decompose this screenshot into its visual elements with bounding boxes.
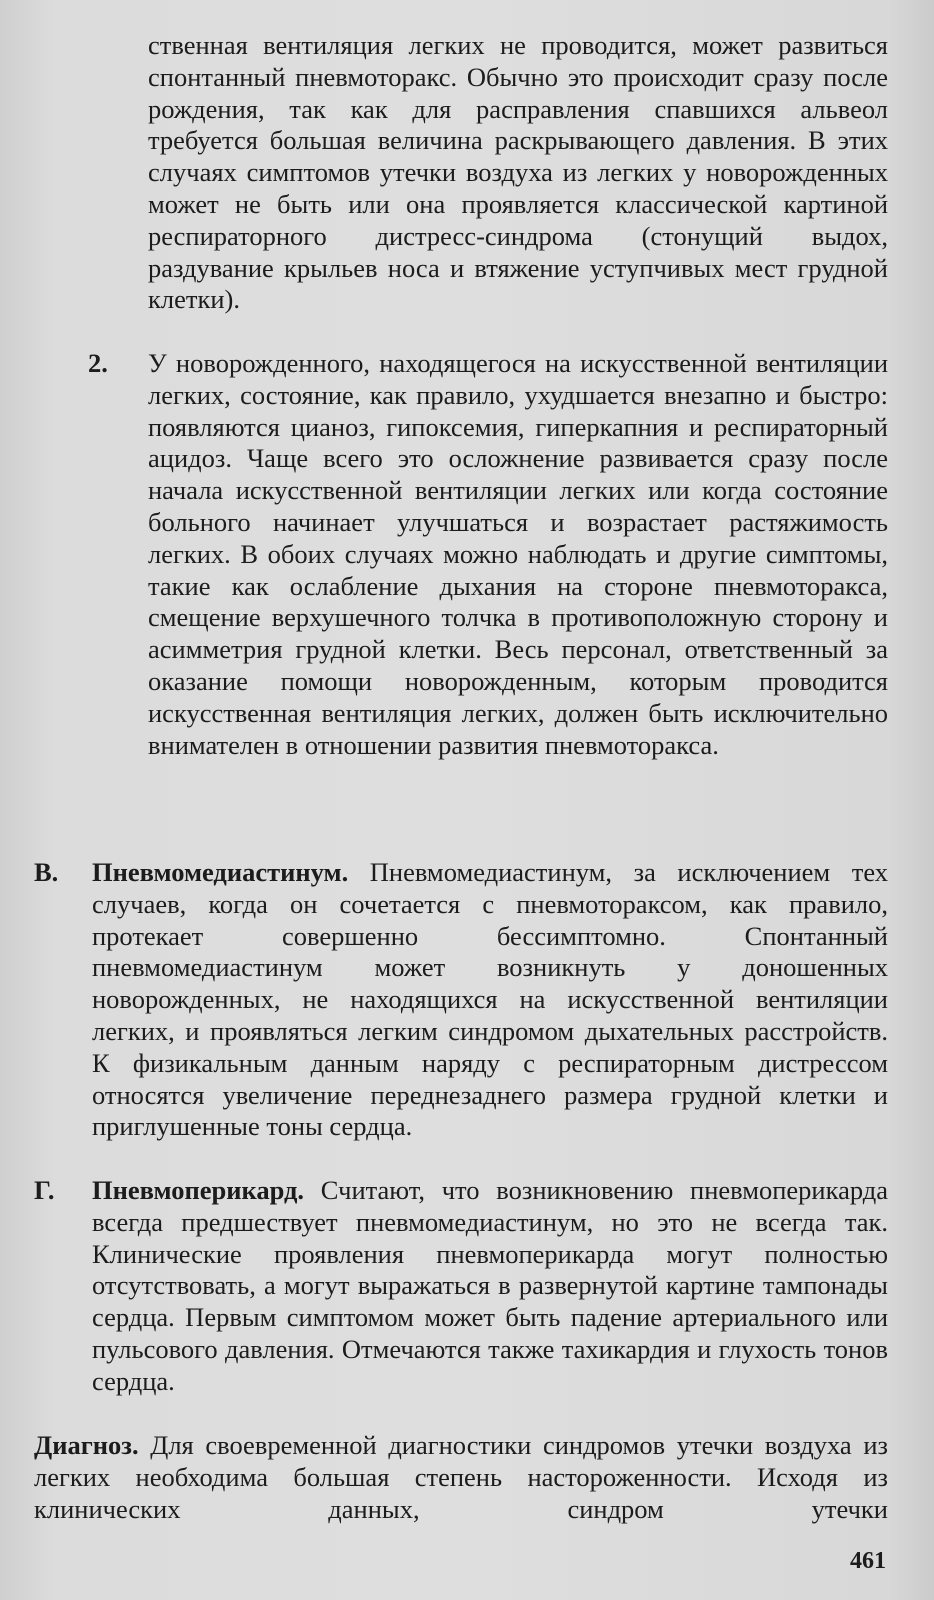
section-g-paragraph: [92, 1175, 888, 1398]
list-item-number-2: 2.: [88, 348, 108, 378]
list-item-2-text: У новорожденного, находящегося на искусственной вентиляции легких, состояние, как правило, ухудшается внезапно и быстро: появляются цианоз, гипоксемия, гиперкапния и респираторный ацидоз. Чаще всего это осложнение развивается сразу после начала искусственной вентиляции легких или когда состояние больного начинает улучшаться и возрастает растяжимость легких. В обоих случаях можно наблюдать и другие симптомы, такие как ослабление дыхания на стороне пневмоторакса, смещение верхушечного толчка в противоположную сторону и асимметрия грудной клетки. Весь персонал, ответственный за оказание помощи новорожденным, которым проводится искусственная вентиляция легких, должен быть исключительно внимателен в отношении развития пневмоторакса.: [148, 348, 888, 760]
section-v-text: Пневмомедиастинум, за исключением тех случаев, когда он сочетается с пневмотораксом, как правило, протекает совершенно бессимптомно. Спонтанный пневмомедиастинум может возникнуть у доношенных новорожденных, не находящихся на искусственной вентиляции легких, и проявляться легким синдромом дыхательных расстройств. К физикальным данным наряду с респираторным дистрессом относятся увеличение переднезаднего размера грудной клетки и приглушенные тоны сердца.: [92, 857, 888, 1142]
section-v-heading: Пневмомедиастинум.: [92, 857, 349, 887]
section-g-text: Считают, что возникновению пневмоперикарда всегда предшествует пневмомедиастинум, но это не всегда так. Клинические проявления пневмоперикарда могут полностью отсутствовать, а могут выражаться в развернутой картине тампонады сердца. Первым симптомом может быть падение артериального или пульсового давления. Отмечаются также тахикардия и глухость тонов сердца.: [92, 1175, 888, 1396]
section-g-heading: Пневмоперикард.: [92, 1175, 305, 1205]
paragraph-continuation: [148, 30, 888, 316]
section-g-letter: Г.: [34, 1175, 55, 1205]
section-v-letter: В.: [34, 857, 59, 887]
diagnosis-heading: Диагноз.: [34, 1430, 139, 1460]
paragraph-continuation-text: ственная вентиляция легких не проводится, может развиться спонтанный пневмоторакс. Обычно это происходит сразу после рождения, так как для расправления спавшихся альвеол требуется большая величина раскрывающего давления. В этих случаях симптомов утечки воздуха из легких у новорожденных может не быть или она проявляется классической картиной респираторного дистресс-синдрома (стонущий выдох, раздувание крыльев носа и втяжение уступчивых мест грудной клетки).: [148, 30, 888, 315]
page-number: 461: [850, 1548, 886, 1574]
diagnosis-paragraph: [34, 1430, 888, 1525]
diagnosis-text: Для своевременной диагностики синдромов утечки воздуха из легких необходима большая степень настороженности. Исходя из клинических данных, синдром утечки: [34, 1430, 888, 1524]
list-item-2-paragraph: [148, 348, 888, 761]
section-v-paragraph: [92, 857, 888, 1143]
